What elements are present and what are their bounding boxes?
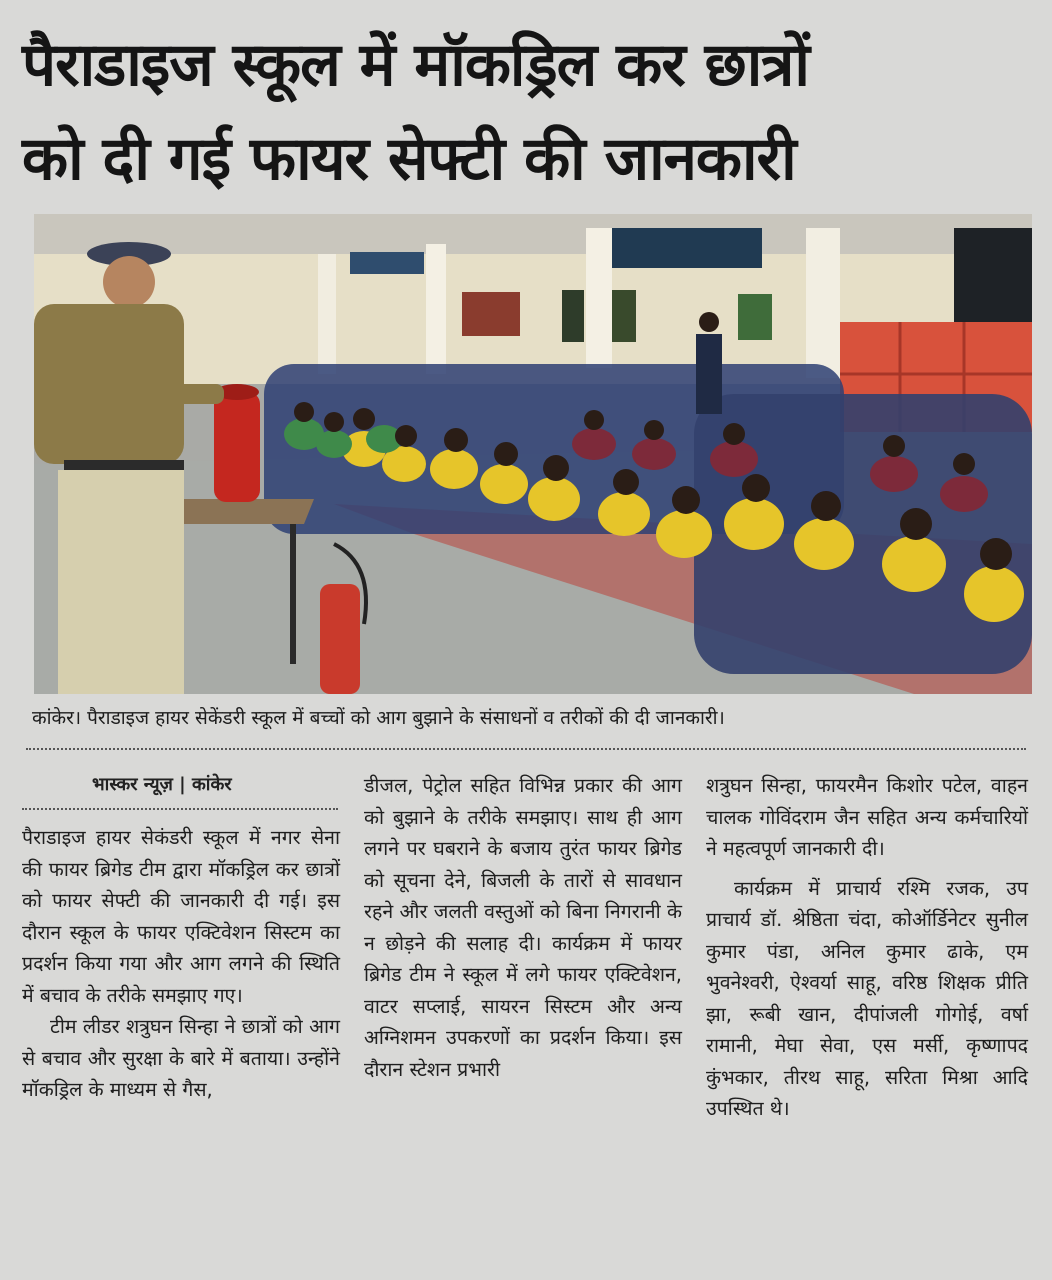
fire-safety-drill-photo <box>34 214 1032 694</box>
article-column-2 <box>364 770 682 1085</box>
caption-divider <box>26 748 1026 750</box>
article-paragraph: डीजल, पेट्रोल सहित विभिन्न प्रकार की आग को बुझाने के तरीके समझाए। साथ ही आग लगने पर घबराने के बजाय तुरंत फायर ब्रिगेड को सूचना देने, बिजली के तारों से सावधान रहने और जलती वस्तुओं को बिना निगरानी के न छोड़ने की सलाह दी। कार्यक्रम में फायर ब्रिगेड टीम ने स्कूल में लगे फायर एक्टिवेशन, वाटर सप्लाई, सायरन सिस्टम और अन्य अग्निशमन उपकरणों का प्रदर्शन किया। इस दौरान स्टेशन प्रभारी <box>364 774 682 1081</box>
article-paragraph: कार्यक्रम में प्राचार्य रश्मि रजक, उप प्राचार्य डॉ. श्रेष्ठिता चंदा, कोऑर्डिनेटर सुनील कुमार पंडा, अनिल कुमार ढाके, एम भुवनेश्वरी, ऐश्वर्या साहू, वरिष्ठ शिक्षक प्रीति झा, रूबी खान, दीपांजली गोगोई, वर्षा रामानी, मेघा सेवा, एस मर्सी, कृष्णापद कुंभकार, तीरथ साहू, सरिता मिश्रा आदि उपस्थित थे। <box>706 876 1028 1120</box>
byline-divider <box>22 808 338 810</box>
article-paragraph: टीम लीडर शत्रुघन सिन्हा ने छात्रों को आग से बचाव और सुरक्षा के बारे में बताया। उन्होंने मॉकड्रिल के माध्यम से गैस, <box>22 1015 340 1101</box>
photo-caption: कांकेर। पैराडाइज हायर सेकेंडरी स्कूल में बच्चों को आग बुझाने के संसाधनों व तरीकों की दी जानकारी। <box>32 707 725 729</box>
headline <box>22 18 1032 206</box>
news-photo <box>34 214 1032 694</box>
byline: भास्कर न्यूज़ | कांकेर <box>92 774 232 795</box>
headline-line-1: पैराडाइज स्कूल में मॉकड्रिल कर छात्रों <box>22 30 809 100</box>
article-paragraph: पैराडाइज हायर सेकंडरी स्कूल में नगर सेना की फायर ब्रिगेड टीम द्वारा मॉकड्रिल कर छात्रों को फायर सेफ्टी की जानकारी दी गई। इस दौरान स्कूल के फायर एक्टिवेशन सिस्टम का प्रदर्शन किया गया और आग लगने की स्थिति में बचाव के तरीके समझाए गए। <box>22 826 340 1007</box>
article-column-1 <box>22 768 340 1106</box>
headline-line-2: को दी गई फायर सेफ्टी की जानकारी <box>22 124 796 194</box>
article-column-3 <box>706 770 1028 1125</box>
article-paragraph: शत्रुघन सिन्हा, फायरमैन किशोर पटेल, वाहन चालक गोविंदराम जैन सहित अन्य कर्मचारियों ने महत्वपूर्ण जानकारी दी। <box>706 774 1028 860</box>
